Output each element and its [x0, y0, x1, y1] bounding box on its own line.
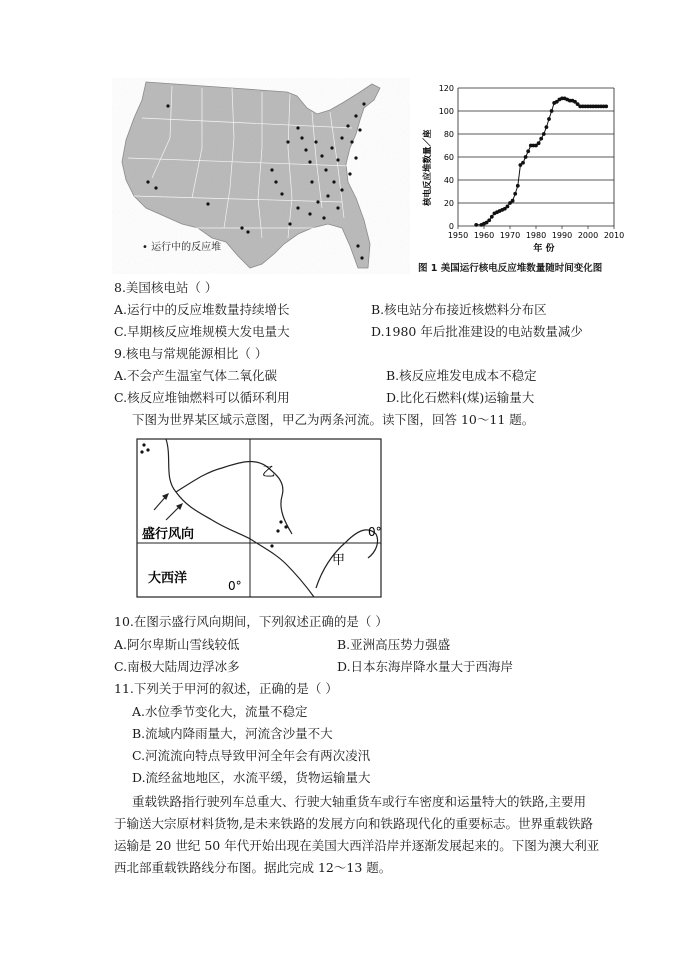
- paragraph-line-1: 重载铁路指行驶列车总重大、行驶大轴重货车或行车密度和运量特大的铁路,主要用: [132, 794, 586, 809]
- q9-stem: 9.核电与常规能源相比（ ）: [114, 346, 268, 361]
- label-prevailing-wind: 盛行风向: [142, 527, 195, 542]
- chart-xtick-label: 2000: [577, 231, 599, 240]
- chart-xtick-label: 1950: [447, 231, 469, 240]
- q11-stem: 11.下列关于甲河的叙述，正确的是（ ）: [114, 681, 338, 696]
- chart-ytick-label: 0: [448, 222, 454, 231]
- label-equator-0: 0°: [368, 525, 382, 539]
- chart-point: [516, 184, 520, 188]
- chart-ytick-label: 40: [443, 176, 454, 185]
- chart-xlabel: 年 份: [533, 244, 555, 254]
- chart-ytick-label: 100: [438, 107, 454, 116]
- chart-ylabel: 核电反应堆数量／座: [423, 129, 433, 206]
- q11-option-d: D.流经盆地地区，水流平缓，货物运输量大: [132, 770, 371, 785]
- chart-series-line: [476, 98, 606, 225]
- q9-option-b: B.核反应堆发电成本不稳定: [386, 368, 537, 383]
- chart-point: [526, 149, 530, 153]
- chart-caption: 图 1 美国运行核电反应堆数量随时间变化图: [418, 263, 603, 274]
- q9-option-c: C.核反应堆铀燃料可以循环利用: [114, 390, 290, 405]
- chart-point: [506, 205, 510, 209]
- chart-ytick-label: 120: [438, 84, 454, 93]
- q11-option-c: C.河流流向特点导致甲河全年会有两次凌汛: [132, 748, 371, 763]
- map-legend: • 运行中的反应堆: [142, 242, 222, 253]
- q8-option-d: D.1980 年后批准建设的电站数量减少: [371, 324, 583, 339]
- q10-option-d: D.日本东海岸降水量大于西海岸: [337, 659, 514, 674]
- us-reactor-map: [112, 78, 410, 274]
- chart-xtick-label: 1980: [525, 231, 547, 240]
- q10-option-b: B.亚洲高压势力强盛: [337, 637, 451, 652]
- chart-ytick-label: 80: [443, 130, 454, 139]
- chart-xtick-label: 1970: [499, 231, 521, 240]
- label-meridian-0: 0°: [228, 579, 242, 593]
- chart-point: [547, 117, 551, 121]
- label-atlantic: 大西洋: [148, 571, 188, 586]
- chart-point: [521, 161, 525, 165]
- chart-point: [511, 199, 515, 203]
- chart-point: [539, 137, 543, 141]
- label-jia: 甲: [332, 553, 346, 568]
- intro-10-11: 下图为世界某区域示意图，甲乙为两条河流。读下图，回答 10～11 题。: [132, 412, 535, 427]
- paragraph-line-3: 运输是 20 世纪 50 年代开始出现在美国大西洋沿岸并逐渐发展起来的。下图为澳大利亚: [114, 838, 600, 853]
- chart-point: [537, 141, 541, 145]
- q9-option-a: A.不会产生温室气体二氧化碳: [114, 368, 278, 383]
- chart-point: [542, 132, 546, 136]
- chart-point: [474, 223, 478, 227]
- q11-option-a: A.水位季节变化大，流量不稳定: [132, 704, 308, 719]
- paragraph-line-2: 于输送大宗原材料货物,是未来铁路的发展方向和铁路现代化的重要标志。世界重载铁路: [114, 816, 593, 831]
- chart-ytick-label: 60: [443, 153, 454, 162]
- chart-point: [550, 109, 554, 113]
- paragraph-line-4: 西北部重载铁路线分布图。据此完成 12～13 题。: [114, 860, 392, 875]
- chart-xtick-label: 2010: [603, 231, 625, 240]
- q8-option-b: B.核电站分布接近核燃料分布区: [371, 302, 547, 317]
- q8-option-a: A.运行中的反应堆数量持续增长: [114, 302, 290, 317]
- q10-option-a: A.阿尔卑斯山雪线较低: [114, 637, 240, 652]
- q8-stem: 8.美国核电站（ ）: [114, 280, 218, 295]
- chart-point: [513, 192, 517, 196]
- chart-point: [490, 215, 494, 219]
- q11-option-b: B.流域内降雨量大，河流含沙量不大: [132, 726, 333, 741]
- region-sketch-map: [136, 438, 386, 600]
- chart-ytick-label: 20: [443, 199, 454, 208]
- chart-point: [487, 218, 491, 222]
- q9-option-d: D.比化石燃料(煤)运输量大: [386, 390, 535, 405]
- chart-xtick-label: 1990: [551, 231, 573, 240]
- chart-point: [524, 155, 528, 159]
- chart-point: [545, 125, 549, 129]
- q8-option-c: C.早期核反应堆规模大发电量大: [114, 324, 290, 339]
- q10-option-c: C.南极大陆周边浮冰多: [114, 659, 240, 674]
- reactor-count-chart: [418, 80, 640, 276]
- label-yi: 乙: [262, 465, 276, 480]
- q10-stem: 10.在图示盛行风向期间，下列叙述正确的是（ ）: [114, 614, 388, 629]
- chart-point: [604, 105, 608, 109]
- chart-xtick-label: 1960: [473, 231, 495, 240]
